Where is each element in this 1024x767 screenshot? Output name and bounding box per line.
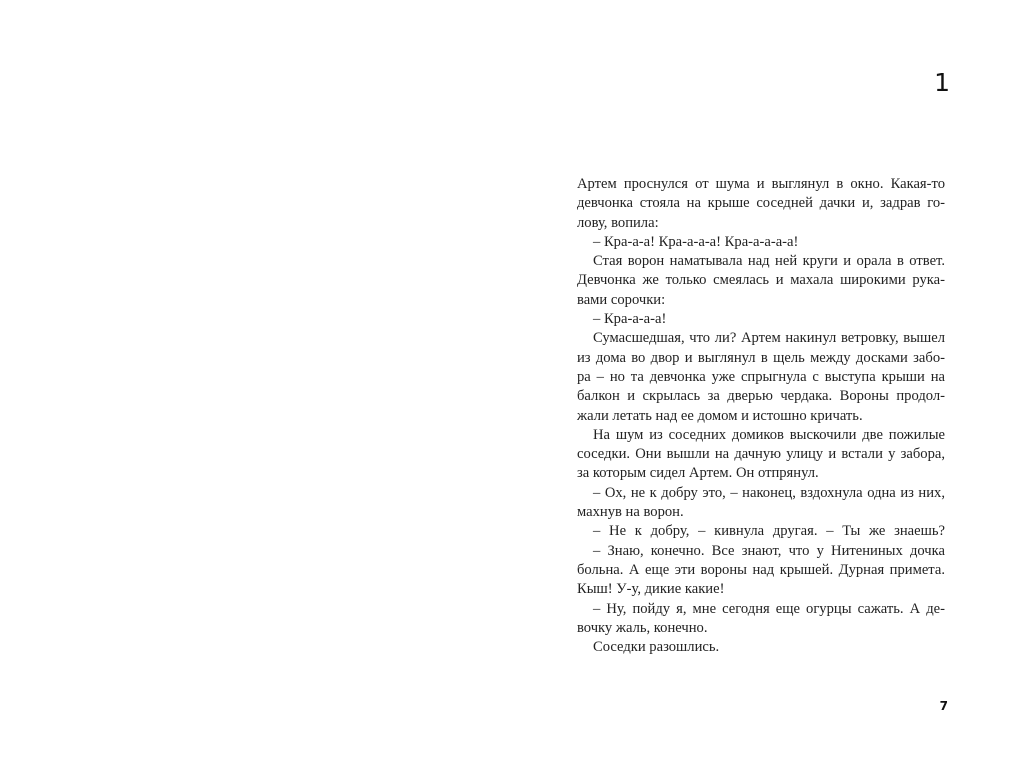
text-line: за которым сидел Артем. Он отпрянул. — [577, 465, 819, 482]
text-line: Артем проснулся от шума и выглянул в окно. Какая-то — [577, 176, 945, 192]
text-line: – Ох, не к добру это, – наконец, вздохнула одна из них, — [593, 484, 945, 501]
text-line: Сумасшедшая, что ли? Артем накинул ветровку, вышел — [593, 330, 945, 347]
text-line: лову, вопила: — [577, 214, 659, 231]
text-line: соседки. Они вышли на дачную улицу и встали у забора, — [577, 446, 945, 463]
text-line: вочку жаль, конечно. — [577, 619, 708, 636]
text-line: балкон и скрылась за дверью чердака. Вороны продол- — [577, 388, 945, 405]
text-line: На шум из соседних домиков выскочили две пожилые — [593, 426, 945, 443]
text-line: Девчонка же только смеялась и махала широкими рука- — [577, 272, 945, 289]
text-line: – Кра-а-а! Кра-а-а-а! Кра-а-а-а-а! — [593, 233, 799, 250]
chapter-body-text — [577, 175, 945, 657]
text-line: Стая ворон наматывала над ней круги и орала в ответ. — [593, 253, 945, 270]
page-number: 7 — [939, 699, 948, 713]
text-line: жали летать над ее домом и истошно кричать. — [577, 407, 863, 424]
text-line: махнув на ворон. — [577, 504, 684, 521]
text-line: девчонка стояла на крыше соседней дачки и, задрав го- — [577, 195, 945, 212]
text-line: из дома во двор и выглянул в щель между досками забо- — [577, 349, 945, 366]
text-line: – Знаю, конечно. Все знают, что у Нитениных дочка — [593, 542, 945, 559]
text-line: – Не к добру, – кивнула другая. – Ты же знаешь? — [593, 523, 945, 540]
text-line: больна. А еще эти вороны над крышей. Дурная примета. — [577, 561, 945, 578]
text-line: Соседки разошлись. — [593, 639, 720, 656]
chapter-number: 1 — [934, 68, 950, 97]
text-line: – Ну, пойду я, мне сегодня еще огурцы сажать. А де- — [593, 600, 945, 617]
text-line: ра – но та девчонка уже спрыгнула с выступа крыши на — [577, 368, 945, 385]
text-line: Кыш! У-у, дикие какие! — [577, 581, 725, 598]
text-line: – Кра-а-а-а! — [593, 311, 667, 328]
text-line: вами сорочки: — [577, 291, 666, 308]
